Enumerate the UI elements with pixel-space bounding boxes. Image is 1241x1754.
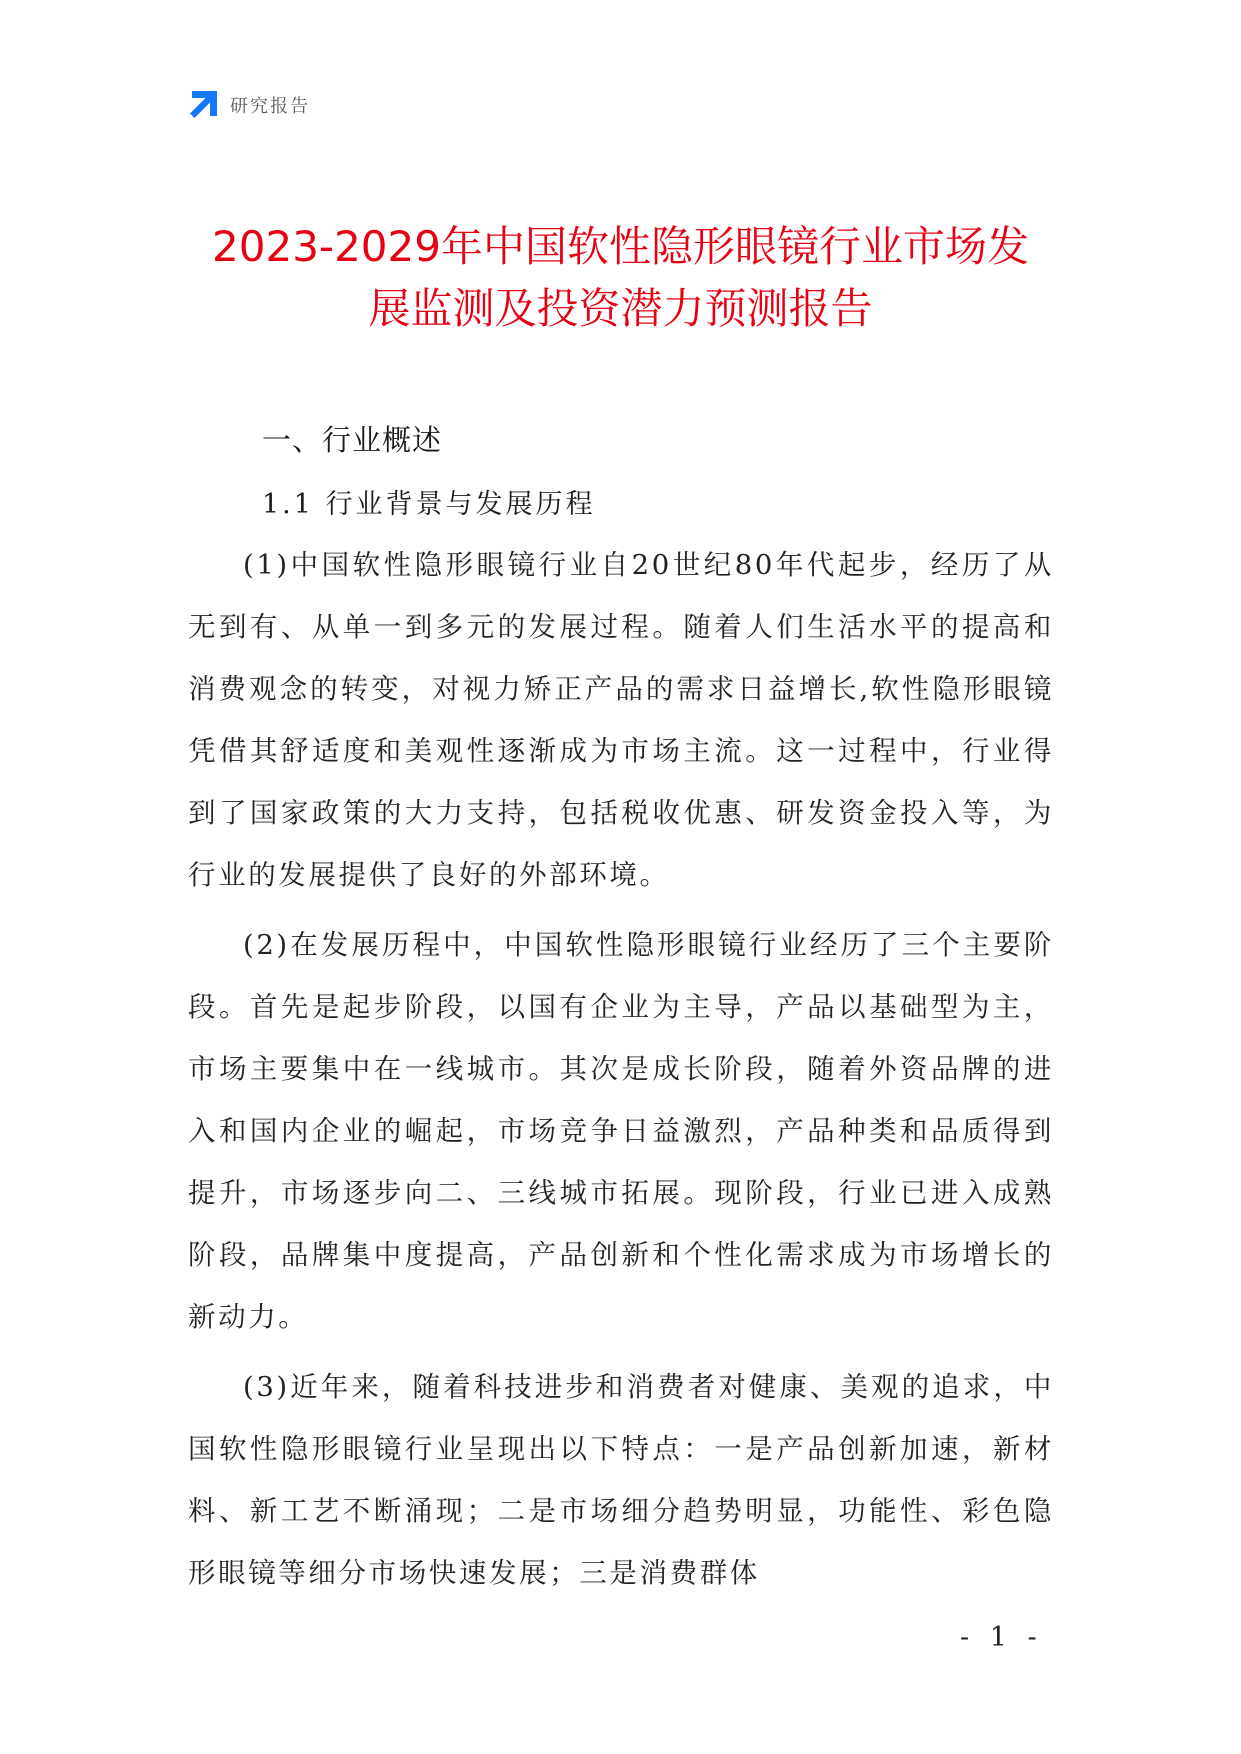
report-title — [186, 216, 1055, 340]
report-header — [186, 88, 310, 122]
subsection-heading: 1.1 行业背景与发展历程 — [262, 489, 596, 520]
header-label: 研究报告 — [230, 96, 310, 117]
title-line-2: 展监测及投资潜力预测报告 — [368, 284, 873, 333]
section-heading: 一、行业概述 — [262, 423, 443, 457]
paragraph-2: (2)在发展历程中，中国软性隐形眼镜行业经历了三个主要阶段。首先是起步阶段，以国有企业为主导，产品以基础型为主，市场主要集中在一线城市。其次是成长阶段，随着外资品牌的进入和国内企业的崛起，市场竞争日益激烈，产品种类和品质得到提升，市场逐步向二、三线城市拓展。现阶段，行业已进入成熟阶段，品牌集中度提高，产品创新和个性化需求成为市场增长的新动力。 — [188, 929, 1054, 1333]
arrow-up-right-icon — [186, 88, 220, 122]
body-text — [188, 534, 1054, 1612]
page-number: - 1 - — [960, 1622, 1043, 1653]
paragraph-3: (3)近年来，随着科技进步和消费者对健康、美观的追求，中国软性隐形眼镜行业呈现出以下特点：一是产品创新加速，新材料、新工艺不断涌现；二是市场细分趋势明显，功能性、彩色隐形眼镜等细分市场快速发展；三是消费群体 — [188, 1371, 1054, 1589]
title-line-1: 2023-2029年中国软性隐形眼镜行业市场发 — [212, 222, 1029, 271]
paragraph-1: (1)中国软性隐形眼镜行业自20世纪80年代起步，经历了从无到有、从单一到多元的发展过程。随着人们生活水平的提高和消费观念的转变，对视力矫正产品的需求日益增长,软性隐形眼镜凭借其舒适度和美观性逐渐成为市场主流。这一过程中，行业得到了国家政策的大力支持，包括税收优惠、研发资金投入等，为行业的发展提供了良好的外部环境。 — [188, 549, 1054, 891]
